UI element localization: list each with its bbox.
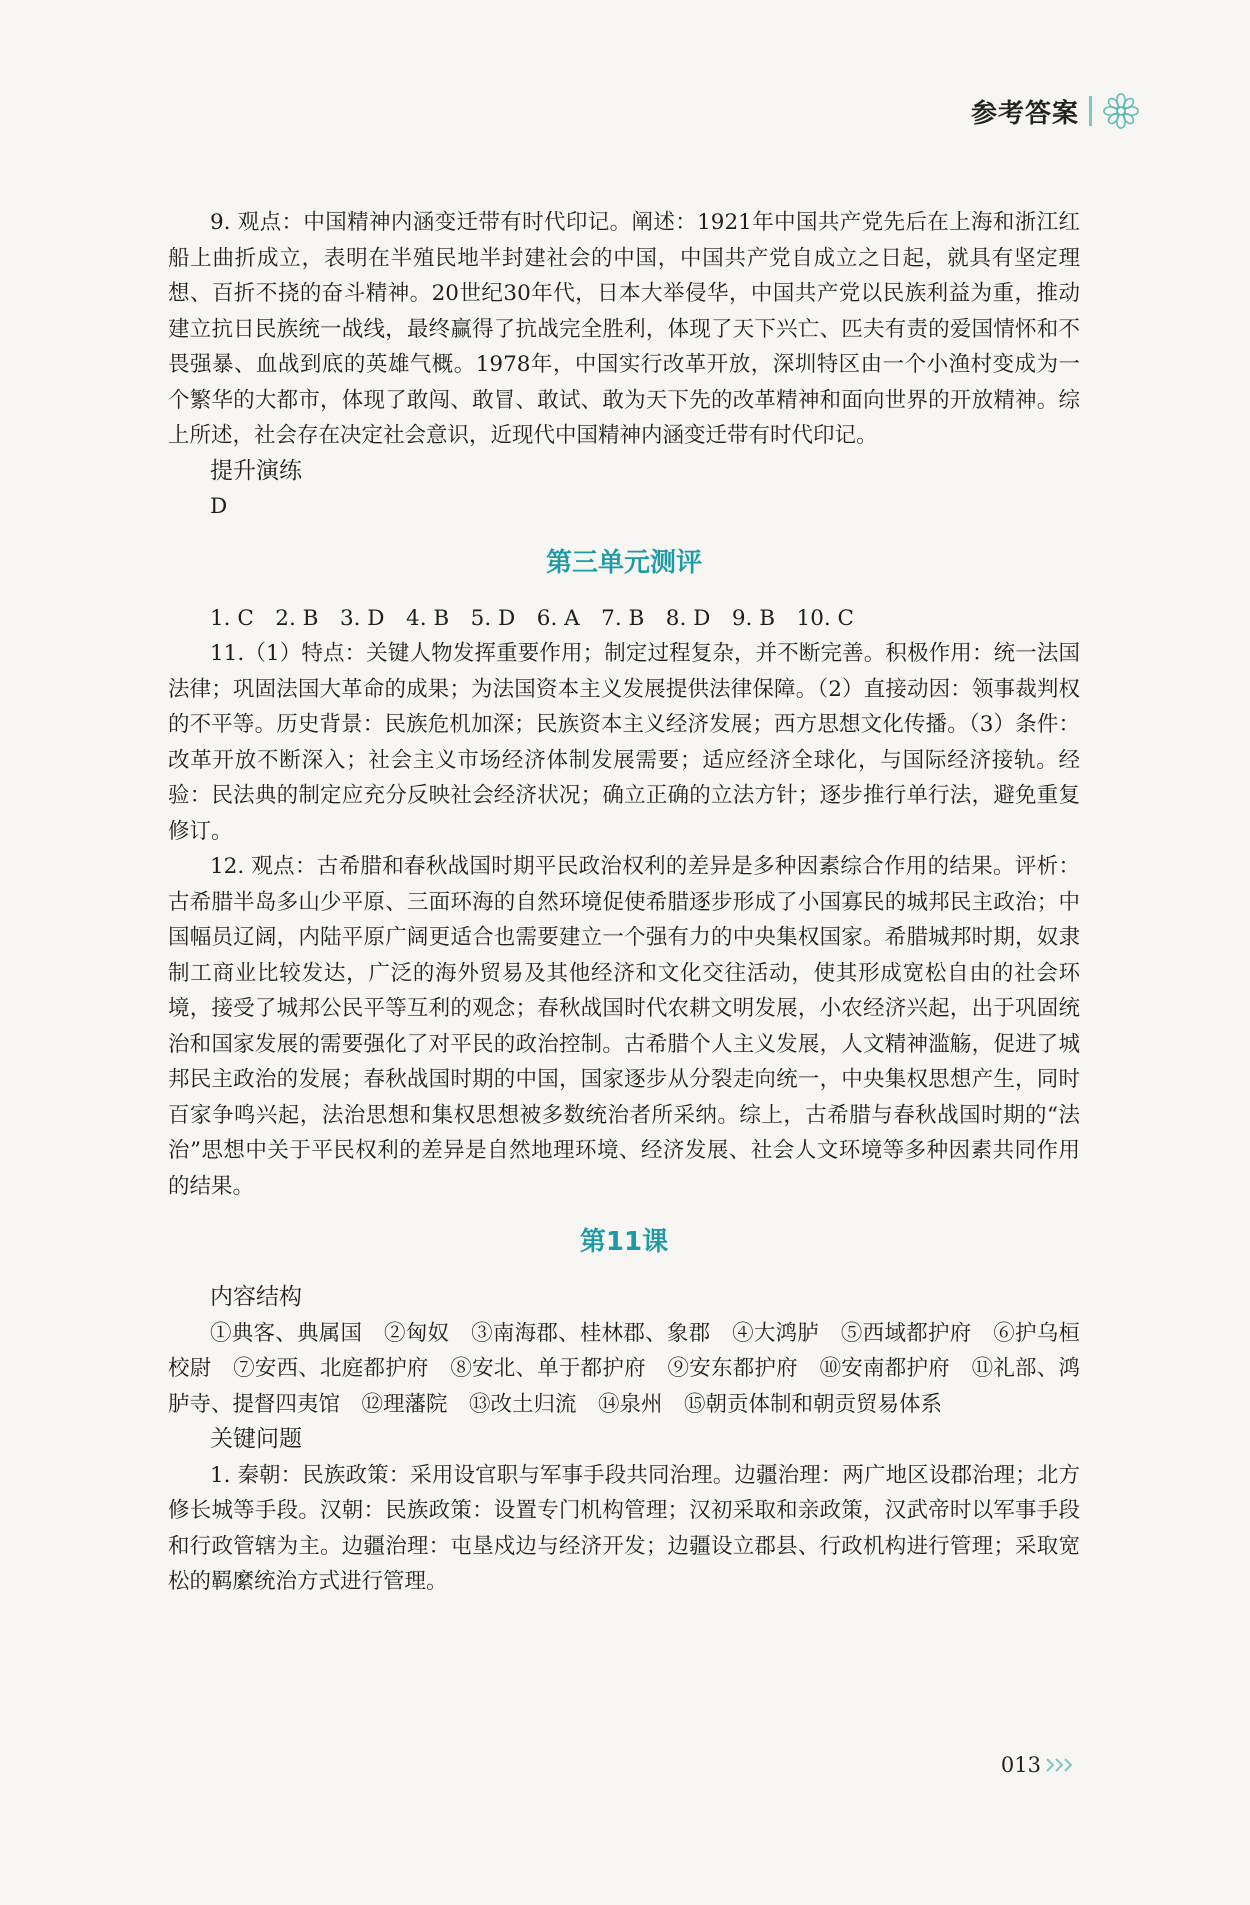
section-label-tisheng: 提升演练 [210,457,302,484]
page-footer [1001,1753,1075,1777]
chevron-right-icon [1045,1757,1075,1773]
flower-icon [1102,92,1140,130]
page-header [971,92,1140,130]
page-number: 013 [1000,1753,1041,1777]
header-divider [1089,96,1092,126]
section-label-guanjian: 关键问题 [210,1426,302,1452]
header-title: 参考答案 [970,98,1079,129]
answer-q12: 12. 观点：古希腊和春秋战国时期平民政治权利的差异是多种因素综合作用的结果。评析：古希腊半岛多山少平原、三面环海的自然环境促使希腊逐步形成了小国寡民的城邦民主政治；中国幅员辽阔，内陆平原广阔更适合也需要建立一个强有力的中央集权国家。希腊城邦时期，奴隶制工商业比较发达，广泛的海外贸易及其他经济和文化交往活动，使其形成宽松自由的社会环境，接受了城邦公民平等互利的观念；春秋战国时代农耕文明发展，小农经济兴起，出于巩固统治和国家发展的需要强化了对平民的政治控制。古希腊个人主义发展，人文精神滥觞，促进了城邦民主政治的发展；春秋战国时期的中国，国家逐步从分裂走向统一，中央集权思想产生，同时百家争鸣兴起，法治思想和集权思想被多数统治者所采纳。综上，古希腊与春秋战国时期的“法治”思想中关于平民权利的差异是自然地理环境、经济发展、社会人文环境等多种因素共同作用的结果。 [168,854,1080,1199]
answer-guanjian-q1: 1. 秦朝：民族政策：采用设官职与军事手段共同治理。边疆治理：两广地区设郡治理；北方修长城等手段。汉朝：民族政策：设置专门机构管理；汉初采取和亲政策，汉武帝时以军事手段和行政管辖为主。边疆治理：屯垦戍边与经济开发；边疆设立郡县、行政机构进行管理；采取宽松的羁縻统治方式进行管理。 [168,1462,1080,1594]
answer-choices: 1. C 2. B 3. D 4. B 5. D 6. A 7. B 8. D 9. B 10. C [210,605,854,631]
answer-q11: 11.（1）特点：关键人物发挥重要作用；制定过程复杂，并不断完善。积极作用：统一法国法律；巩固法国大革命的成果；为法国资本主义发展提供法律保障。（2）直接动因：领事裁判权的不平等。历史背景：民族危机加深；民族资本主义经济发展；西方思想文化传播。（3）条件：改革开放不断深入；社会主义市场经济体制发展需要；适应经济全球化，与国际经济接轨。经验：民法典的制定应充分反映社会经济状况；确立正确的立法方针；逐步推行单行法，避免重复修订。 [168,641,1080,844]
answer-tisheng: D [210,494,228,519]
lesson-title: 第11课 [579,1227,669,1257]
answer-q9: 9. 观点：中国精神内涵变迁带有时代印记。阐述：1921年中国共产党先后在上海和浙江红船上曲折成立，表明在半殖民地半封建社会的中国，中国共产党自成立之日起，就具有坚定理想、百折不挠的奋斗精神。20世纪30年代，日本大举侵华，中国共产党以民族利益为重，推动建立抗日民族统一战线，最终赢得了抗战完全胜利，体现了天下兴亡、匹夫有责的爱国情怀和不畏强暴、血战到底的英雄气概。1978年，中国实行改革开放，深圳特区由一个小渔村变成为一个繁华的大都市，体现了敢闯、敢冒、敢试、敢为天下先的改革精神和面向世界的开放精神。综上所述，社会存在决定社会意识，近现代中国精神内涵变迁带有时代印记。 [168,210,1080,448]
answer-content [168,205,1080,1600]
section-label-neirong: 内容结构 [210,1284,302,1310]
unit-title: 第三单元测评 [545,547,702,578]
answer-neirong: ①典客、典属国 ②匈奴 ③南海郡、桂林郡、象郡 ④大鸿胪 ⑤西域都护府 ⑥护乌桓校尉 ⑦安西、北庭都护府 ⑧安北、单于都护府 ⑨安东都护府 ⑩安南都护府 ⑪礼部、鸿胪寺、提督四夷馆 ⑫理藩院 ⑬改土归流 ⑭泉州 ⑮朝贡体制和朝贡贸易体系 [168,1320,1080,1417]
